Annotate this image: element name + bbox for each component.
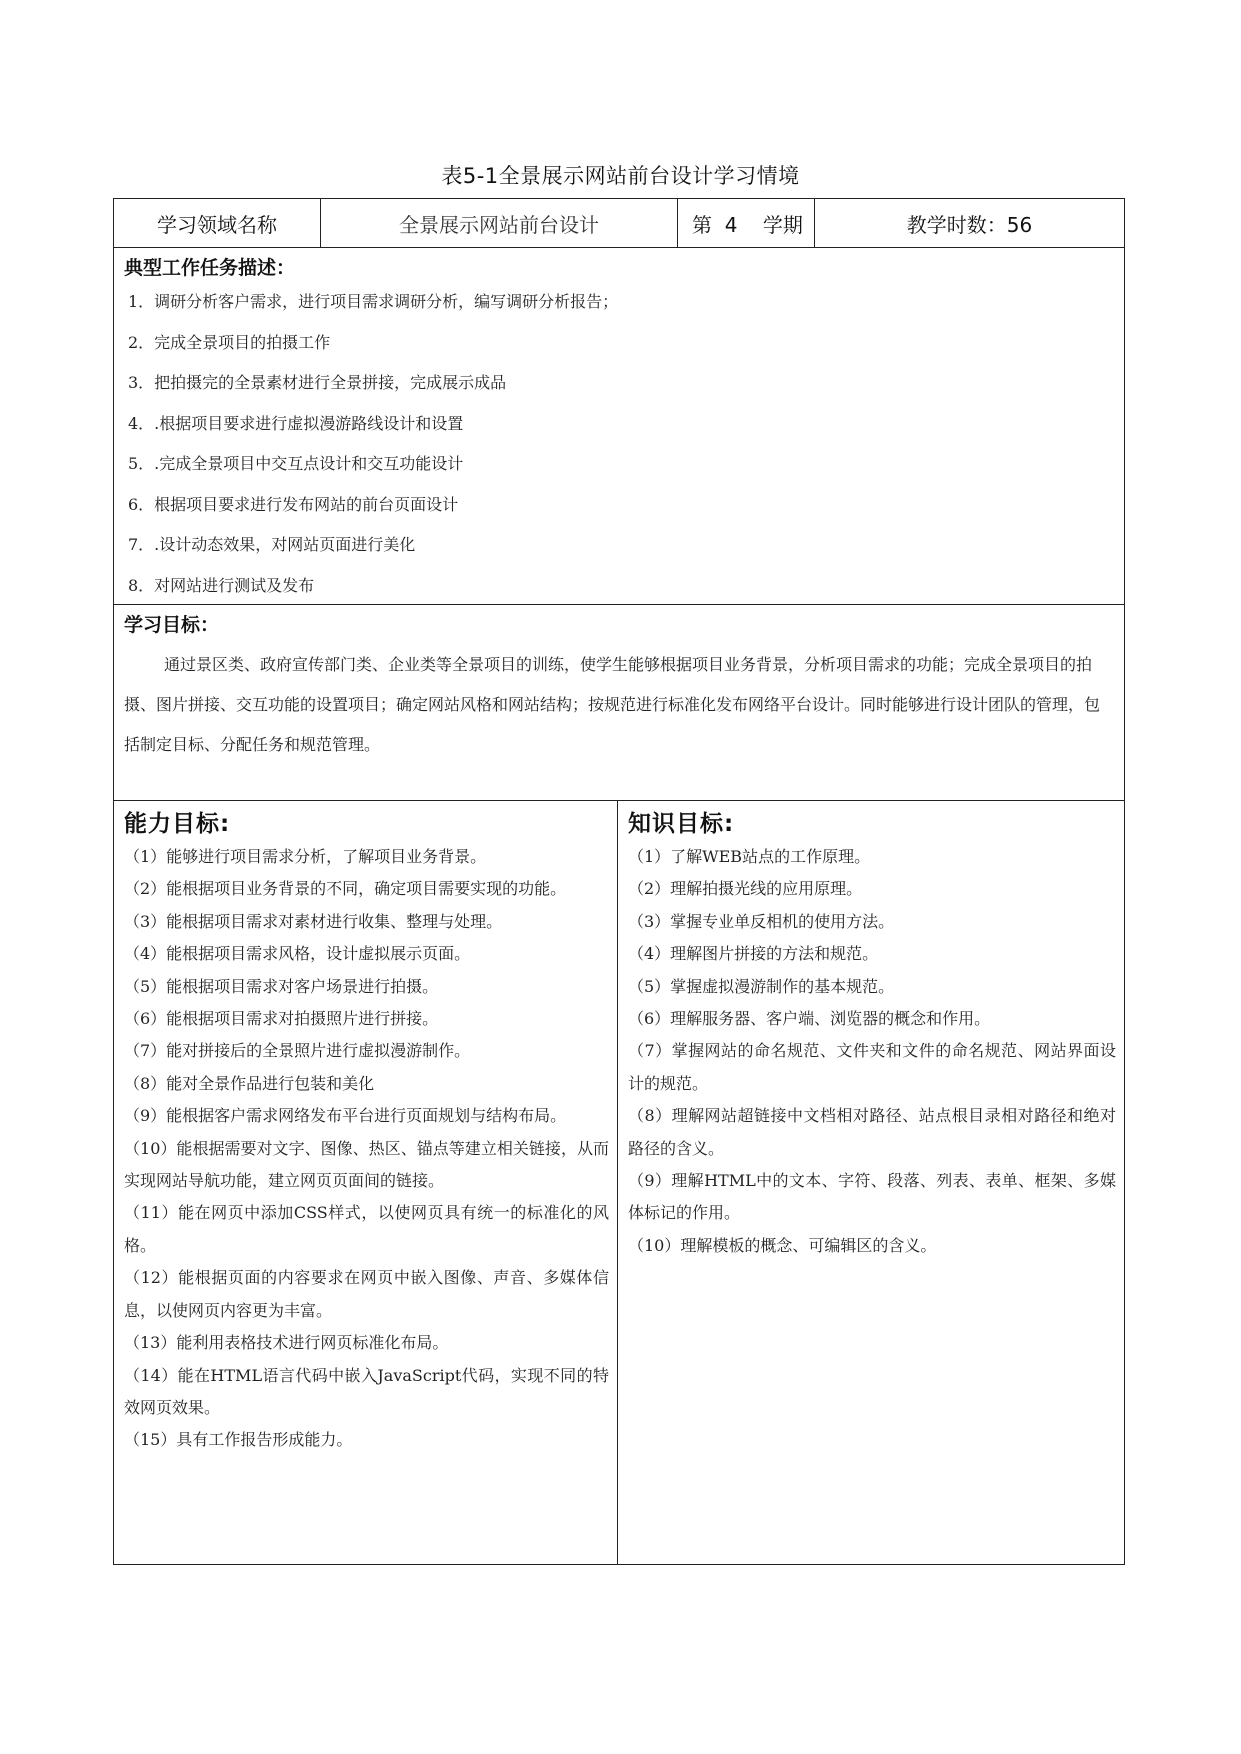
task-item: 6．根据项目要求进行发布网站的前台页面设计: [128, 494, 459, 514]
ability-item: （4）能根据项目需求风格，设计虚拟展示页面。: [124, 944, 471, 964]
knowledge-item: （1）了解WEB站点的工作原理。: [628, 847, 871, 866]
ability-goals-list: [124, 841, 609, 1457]
ability-item: （9）能根据客户需求网络发布平台进行页面规划与结构布局。: [124, 1106, 567, 1126]
header-row: [114, 199, 1124, 248]
knowledge-item: （3）掌握专业单反相机的使用方法。: [628, 911, 895, 931]
knowledge-item: （5）掌握虚拟漫游制作的基本规范。: [628, 976, 895, 996]
learning-goals-heading: 学习目标：: [124, 614, 220, 636]
ability-item: （3）能根据项目需求对素材进行收集、整理与处理。: [124, 911, 503, 931]
document-title: 表5-1全景展示网站前台设计学习情境: [441, 164, 800, 188]
tasks-heading: 典型工作任务描述：: [124, 257, 296, 279]
knowledge-item: （4）理解图片拼接的方法和规范。: [628, 944, 879, 964]
goals-columns: [114, 801, 1124, 1564]
teaching-hours-cell: 教学时数：56: [906, 212, 1033, 237]
field-value: 全景展示网站前台设计: [321, 199, 678, 247]
ability-item: （8）能对全景作品进行包装和美化: [124, 1073, 375, 1093]
ability-item: （7）能对拼接后的全景照片进行虚拟漫游制作。: [124, 1041, 471, 1061]
task-item: 4．.根据项目要求进行虚拟漫游路线设计和设置: [128, 413, 464, 433]
knowledge-item: （9）理解HTML中的文本、字符、段落、列表、表单、框架、多媒体标记的作用。: [628, 1171, 1116, 1223]
ability-item: （1）能够进行项目需求分析，了解项目业务背景。: [124, 847, 487, 866]
knowledge-item: （8）理解网站超链接中文档相对路径、站点根目录相对路径和绝对路径的含义。: [628, 1106, 1116, 1158]
typical-tasks-section: [114, 248, 1124, 605]
task-item: 5．.完成全景项目中交互点设计和交互功能设计: [128, 454, 464, 473]
task-item: 2．完成全景项目的拍摄工作: [128, 332, 331, 352]
task-item: 8．对网站进行测试及发布: [128, 575, 315, 595]
ability-item: （10）能根据需要对文字、图像、热区、锚点等建立相关链接，从而实现网站导航功能，建立网页页面间的链接。: [124, 1138, 609, 1191]
field-label: 学习领域名称: [114, 199, 321, 247]
knowledge-item: （7）掌握网站的命名规范、文件夹和文件的命名规范、网站界面设计的规范。: [628, 1041, 1116, 1093]
ability-item: （13）能利用表格技术进行网页标准化布局。: [124, 1333, 449, 1353]
course-table: [113, 198, 1125, 1565]
task-item: 1．调研分析客户需求，进行项目需求调研分析，编写调研分析报告；: [128, 292, 619, 311]
learning-goals-text: 通过景区类、政府宣传部门类、企业类等全景项目的训练，使学生能够根据项目业务背景，分析项目需求的功能；完成全景项目的拍摄、图片拼接、交互功能的设置项目；确定网站风格和网站结构；按规范进行标准化发布网络平台设计。同时能够进行设计团队的管理，包括制定目标、分配任务和规范管理。: [124, 655, 1101, 754]
ability-item: （14）能在HTML语言代码中嵌入JavaScript代码，实现不同的特效网页效果。: [124, 1365, 609, 1417]
ability-item: （11）能在网页中添加CSS样式，以使网页具有统一的标准化的风格。: [124, 1203, 609, 1255]
task-item: 3．把拍摄完的全景素材进行全景拼接，完成展示成品: [128, 373, 507, 392]
learning-goals-section: [114, 605, 1124, 801]
knowledge-item: （6）理解服务器、客户端、浏览器的概念和作用。: [628, 1009, 991, 1029]
ability-goals-heading: 能力目标:: [124, 811, 231, 837]
semester-cell: 第 4 学期: [678, 199, 815, 247]
knowledge-item: （10）理解模板的概念、可编辑区的含义。: [628, 1235, 937, 1255]
knowledge-goals-list: [628, 841, 1116, 1262]
ability-item: （2）能根据项目业务背景的不同，确定项目需要实现的功能。: [124, 879, 567, 899]
knowledge-goals-heading: 知识目标:: [628, 811, 735, 837]
ability-item: （15）具有工作报告形成能力。: [124, 1430, 353, 1450]
ability-item: （5）能根据项目需求对客户场景进行拍摄。: [124, 976, 439, 996]
tasks-list: [124, 282, 1124, 606]
ability-goals-column: [114, 801, 618, 1564]
ability-item: （6）能根据项目需求对拍摄照片进行拼接。: [124, 1009, 439, 1029]
task-item: 7．.设计动态效果，对网站页面进行美化: [128, 535, 416, 554]
ability-item: （12）能根据页面的内容要求在网页中嵌入图像、声音、多媒体信息，以使网页内容更为丰富。: [124, 1268, 609, 1320]
knowledge-goals-column: [618, 801, 1124, 1564]
knowledge-item: （2）理解拍摄光线的应用原理。: [628, 879, 863, 899]
